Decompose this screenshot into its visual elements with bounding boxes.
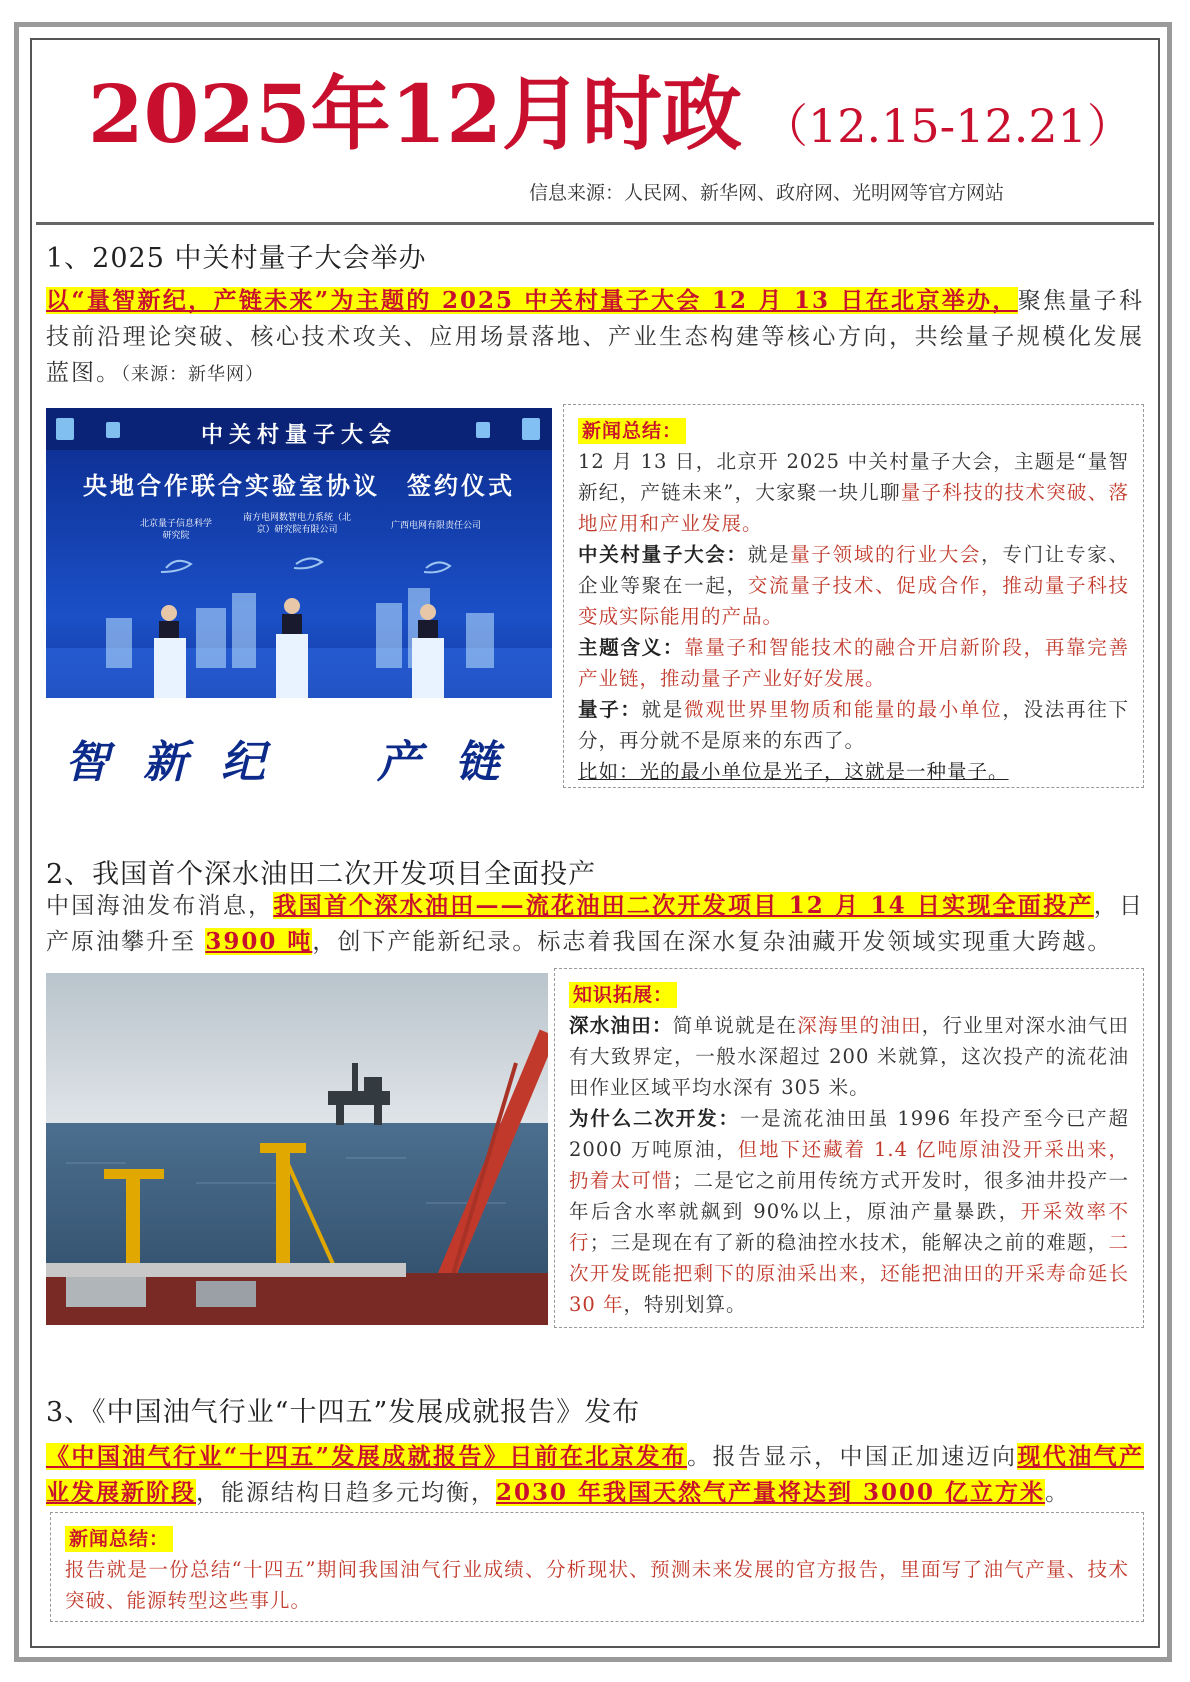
- banner-main-text: 央地合作联合实验室协议 签约仪式: [83, 472, 515, 500]
- org-2-label: 南方电网数智电力系统（北京）研究院有限公司: [242, 513, 351, 535]
- page-header: [36, 44, 1154, 222]
- news-summary-box-3: [50, 1512, 1144, 1622]
- knowledge-p2-d: 开采效率不行: [569, 1200, 1129, 1254]
- knowledge-p1-c: ，行业里对深水油气田有大致界定，一般水深超过 200 米就算，这次投产的流花油田作业区域平均水深有 305 米。: [569, 1014, 1129, 1099]
- section3-lead-highlight-3: 2030 年我国天然气产量将达到 3000 亿立方米: [496, 1479, 1046, 1506]
- summary3-p1-a: 报告就是一份: [65, 1558, 191, 1581]
- summary1-p4-a: 就是: [641, 698, 685, 721]
- knowledge-p2-label: 为什么二次开发：: [569, 1107, 740, 1130]
- oil-platform-photo: [46, 973, 548, 1325]
- summary1-p5-text: 比如：光的最小单位是光子，这就是一种量子。: [578, 760, 1009, 783]
- news-summary-box-1: [563, 404, 1144, 788]
- summary1-p4-b: 微观世界里物质和能量的最小单位: [684, 698, 1003, 721]
- knowledge-box-2: [554, 968, 1144, 1328]
- org-3-label: 广西电网有限责任公司: [390, 521, 481, 531]
- summary1-p2: [578, 539, 1129, 632]
- section2-lead-b: ，日产原油攀升至: [46, 893, 1145, 955]
- summary1-p5: [578, 756, 1129, 787]
- knowledge-p2-c: ；二是它之前用传统方式开发时，很多油井投产一年后含水率就飙到 90%以上，原油产量暴跌，: [569, 1169, 1129, 1223]
- section1-lead-rest: 聚焦量子科技前沿理论突破、核心技术攻关、应用场景落地、产业生态构建等核心方向，共绘量子规模化发展蓝图。: [46, 288, 1145, 386]
- summary3-p1-b: 总结“十四五”期间我国油气行业成绩、分析现状、预测未来发展的官方报告，里面写了油气产量、技术突破、能源转型这些事儿。: [65, 1558, 1129, 1612]
- knowledge-p1-b: 深海里的油田: [797, 1014, 922, 1037]
- banner-top-text: 中关村量子大会: [200, 423, 397, 448]
- knowledge-p2-a: 一是流花油田虽 1996 年投产至今已产超 2000 万吨原油，: [569, 1107, 1129, 1161]
- info-source: 信息来源：人民网、新华网、政府网、光明网等官方网站: [528, 182, 1004, 204]
- summary1-p2-a: 就是: [747, 543, 791, 566]
- summary1-p1-text: 12 月 13 日，北京开 2025 中关村量子大会，主题是“量智新纪，产链未来”，大家聚一块儿聊: [578, 450, 1129, 504]
- section1-title: 1、2025 中关村量子大会举办: [46, 243, 427, 274]
- section2-lead-c: ，创下产能新纪录。标志着我国在深水复杂油藏开发领域实现重大跨越。: [312, 929, 1113, 955]
- knowledge-tag: 知识拓展：: [569, 982, 677, 1008]
- section1-lead-highlight: 以“量智新纪，产链未来”为主题的 2025 中关村量子大会 12 月 13 日在北京举办，: [46, 287, 1018, 314]
- knowledge-p2-f: 二次开发既能把剩下的原油采出来，还能把油田的开采寿命延长 30 年: [569, 1231, 1129, 1316]
- section2-lead-a: 中国海油发布消息，: [46, 893, 274, 919]
- section3-lead-a: 。报告显示，中国正加速迈向: [687, 1444, 1018, 1470]
- news-summary-tag-3: 新闻总结：: [65, 1526, 173, 1552]
- summary1-p2-b: 量子领域的行业大会: [790, 543, 982, 566]
- org-1-label: 北京量子信息科学研究院: [139, 519, 212, 541]
- header-divider: [36, 222, 1154, 225]
- section3-title: 3、《中国油气行业“十四五”发展成就报告》发布: [46, 1397, 641, 1428]
- section2-lead-highlight: 我国首个深水油田——流花油田二次开发项目 12 月 14 日实现全面投产: [273, 892, 1094, 919]
- section3-lead-b: ，能源结构日趋多元均衡，: [196, 1480, 496, 1506]
- section3-lead-highlight-2: 现代油气产业发展新阶段: [46, 1443, 1145, 1506]
- summary1-p3-a: 靠量子和智能技术的融合开启新阶段，再靠完善产业链，推动量子产业好好发展。: [578, 636, 1129, 690]
- section3-lead: [46, 1439, 1144, 1511]
- banner-bottom-text: 智新纪 产链: [65, 737, 533, 788]
- section2-lead: [46, 888, 1144, 960]
- page-title-range: （12.15-12.21）: [761, 99, 1133, 153]
- knowledge-p1: [569, 1010, 1129, 1103]
- section2-title: 2、我国首个深水油田二次开发项目全面投产: [46, 859, 597, 890]
- section1-lead: [46, 283, 1144, 393]
- summary1-p3-label: 主题含义：: [578, 636, 685, 659]
- section3-lead-c: 。: [1045, 1480, 1071, 1506]
- offshore-platform-illustration: [46, 973, 548, 1325]
- summary1-p4-c: ，没法再往下分，再分就不是原来的东西了。: [578, 698, 1129, 752]
- summary1-p3: [578, 632, 1129, 694]
- summary3-p1: [65, 1554, 1129, 1616]
- knowledge-p2-g: ，特别划算。: [623, 1293, 747, 1316]
- summary1-p2-label: 中关村量子大会：: [578, 543, 748, 566]
- quantum-conference-photo: [46, 408, 552, 788]
- knowledge-p1-a: 简单说就是在: [672, 1014, 798, 1037]
- knowledge-p2-e: ；三是现在有了新的稳油控水技术，能解决之前的难题，: [589, 1231, 1109, 1254]
- section2-lead-highlight-2: 3900 吨: [205, 928, 313, 955]
- section3-lead-highlight: 《中国油气行业“十四五”发展成就报告》日前在北京发布: [46, 1443, 688, 1470]
- page-title: [88, 64, 1133, 176]
- page-title-main: 2025年12月时政: [88, 67, 742, 161]
- summary1-p4-label: 量子：: [578, 698, 642, 721]
- news-summary-tag-1: 新闻总结：: [578, 418, 686, 444]
- summary1-p1-red: 量子科技的技术突破、落地应用和产业发展。: [578, 481, 1129, 535]
- knowledge-p1-label: 深水油田：: [569, 1014, 673, 1037]
- summary1-p1: [578, 446, 1129, 539]
- knowledge-p2: [569, 1103, 1129, 1320]
- summary1-p2-c: ，专门让专家、企业等聚在一起，: [578, 543, 1129, 597]
- summary1-p2-d: 交流量子技术、促成合作，推动量子科技变成实际能用的产品。: [578, 574, 1129, 628]
- knowledge-p2-b: 但地下还藏着 1.4 亿吨原油没开采出来，扔着太可惜: [569, 1138, 1129, 1192]
- section1-lead-source: （来源：新华网）: [121, 364, 264, 385]
- summary1-p4: [578, 694, 1129, 756]
